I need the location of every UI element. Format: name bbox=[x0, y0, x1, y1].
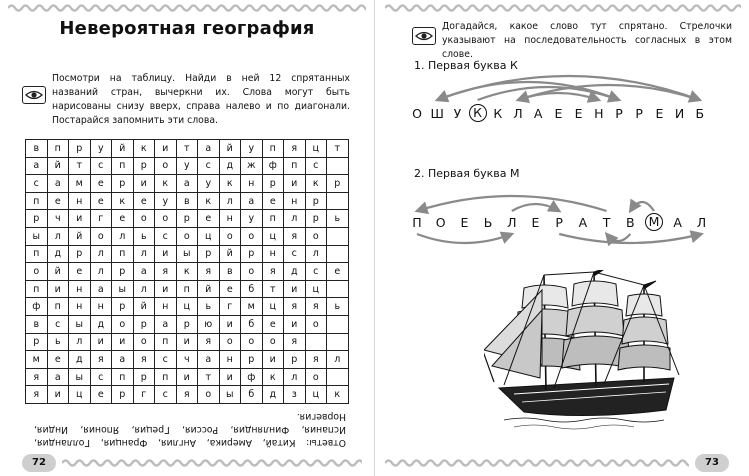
grid-cell[interactable]: д bbox=[47, 245, 69, 263]
grid-cell[interactable]: о bbox=[219, 227, 241, 245]
grid-cell[interactable]: р bbox=[305, 192, 327, 210]
grid-cell[interactable]: и bbox=[262, 351, 284, 369]
grid-row bbox=[26, 192, 349, 210]
grid-cell[interactable] bbox=[327, 227, 349, 245]
grid-cell[interactable]: л bbox=[284, 368, 306, 386]
grid-cell[interactable]: а bbox=[90, 280, 112, 298]
grid-cell[interactable]: у bbox=[241, 140, 263, 158]
grid-cell[interactable]: л bbox=[90, 245, 112, 263]
grid-cell[interactable]: о bbox=[176, 227, 198, 245]
grid-row bbox=[26, 140, 349, 158]
grid-cell[interactable]: ы bbox=[69, 315, 91, 333]
grid-cell[interactable]: я bbox=[305, 298, 327, 316]
word-search-grid[interactable] bbox=[25, 139, 349, 404]
grid-cell[interactable]: о bbox=[262, 333, 284, 351]
grid-cell[interactable]: п bbox=[26, 192, 48, 210]
grid-cell[interactable]: а bbox=[198, 351, 220, 369]
grid-cell[interactable]: с bbox=[90, 368, 112, 386]
grid-cell[interactable]: я bbox=[198, 333, 220, 351]
grid-cell[interactable]: я bbox=[90, 351, 112, 369]
grid-cell[interactable]: о bbox=[133, 210, 155, 228]
grid-cell[interactable]: п bbox=[26, 245, 48, 263]
decorative-border-bottom-left bbox=[62, 458, 362, 468]
grid-cell[interactable]: у bbox=[90, 140, 112, 158]
puzzle-letter: И bbox=[674, 106, 685, 121]
puzzle-instruction: Догадайся, какое слово тут спрятано. Стрелочки указывают на последовательность согласных в этом слове. bbox=[442, 21, 732, 60]
grid-cell[interactable]: р bbox=[327, 175, 349, 193]
grid-cell[interactable]: к bbox=[176, 263, 198, 281]
grid-cell[interactable]: б bbox=[241, 280, 263, 298]
grid-cell[interactable]: л bbox=[47, 227, 69, 245]
grid-cell[interactable]: у bbox=[176, 157, 198, 175]
circled-letter: М bbox=[645, 213, 663, 231]
eye-icon bbox=[22, 86, 46, 104]
grid-cell[interactable]: р bbox=[69, 245, 91, 263]
grid-cell[interactable]: ы bbox=[26, 227, 48, 245]
grid-cell[interactable]: с bbox=[305, 263, 327, 281]
grid-row bbox=[26, 175, 349, 193]
grid-cell[interactable]: л bbox=[69, 333, 91, 351]
grid-cell[interactable]: р bbox=[112, 386, 134, 404]
grid-instruction: Посмотри на таблицу. Найди в ней 12 спрятанных названий стран, вычеркни их. Слова могут быть нарисованы снизу вверх, справа налево и по диагонали. Постарайся запомнить эти слова. bbox=[52, 73, 350, 126]
circled-letter: К bbox=[469, 104, 487, 122]
grid-cell[interactable]: н bbox=[69, 280, 91, 298]
grid-cell[interactable]: с bbox=[305, 157, 327, 175]
grid-cell[interactable]: г bbox=[133, 386, 155, 404]
grid-cell[interactable]: я bbox=[284, 140, 306, 158]
puzzle-letter: Р bbox=[635, 106, 643, 121]
grid-cell[interactable]: п bbox=[262, 140, 284, 158]
grid-cell[interactable]: ц bbox=[305, 386, 327, 404]
grid-cell[interactable]: и bbox=[176, 333, 198, 351]
puzzle-letter: О bbox=[412, 106, 422, 121]
grid-cell[interactable]: п bbox=[155, 333, 177, 351]
grid-cell[interactable]: с bbox=[155, 386, 177, 404]
grid-row bbox=[26, 298, 349, 316]
grid-cell[interactable]: р bbox=[198, 245, 220, 263]
grid-cell[interactable]: и bbox=[284, 175, 306, 193]
grid-cell[interactable]: д bbox=[219, 157, 241, 175]
grid-cell[interactable]: ь bbox=[47, 333, 69, 351]
grid-cell[interactable]: и bbox=[284, 280, 306, 298]
grid-cell[interactable]: н bbox=[90, 298, 112, 316]
grid-cell[interactable]: и bbox=[112, 333, 134, 351]
grid-cell[interactable]: й bbox=[219, 245, 241, 263]
grid-cell[interactable]: п bbox=[47, 140, 69, 158]
grid-cell[interactable]: н bbox=[262, 245, 284, 263]
grid-cell[interactable]: н bbox=[241, 175, 263, 193]
grid-cell[interactable]: а bbox=[47, 175, 69, 193]
puzzle-letter: Р bbox=[615, 106, 623, 121]
grid-cell[interactable]: я bbox=[26, 386, 48, 404]
puzzle-letter: Л bbox=[507, 215, 517, 230]
grid-cell[interactable]: ч bbox=[176, 351, 198, 369]
grid-cell[interactable]: с bbox=[26, 175, 48, 193]
grid-cell[interactable]: г bbox=[219, 298, 241, 316]
grid-cell[interactable]: е bbox=[90, 192, 112, 210]
grid-cell[interactable]: н bbox=[219, 210, 241, 228]
grid-cell[interactable]: л bbox=[327, 351, 349, 369]
grid-cell[interactable]: е bbox=[133, 192, 155, 210]
grid-cell[interactable]: я bbox=[133, 351, 155, 369]
grid-cell[interactable]: м bbox=[69, 175, 91, 193]
grid-cell[interactable]: я bbox=[284, 298, 306, 316]
grid-cell[interactable]: й bbox=[47, 157, 69, 175]
grid-cell[interactable]: р bbox=[133, 315, 155, 333]
grid-cell[interactable]: т bbox=[327, 140, 349, 158]
grid-cell[interactable]: р bbox=[26, 210, 48, 228]
grid-cell[interactable]: в bbox=[26, 315, 48, 333]
grid-cell[interactable]: п bbox=[26, 280, 48, 298]
grid-cell[interactable]: с bbox=[198, 157, 220, 175]
grid-cell[interactable]: м bbox=[241, 298, 263, 316]
grid-cell[interactable]: ы bbox=[112, 280, 134, 298]
grid-cell[interactable]: в bbox=[26, 140, 48, 158]
puzzle-letter: Е bbox=[531, 215, 540, 230]
grid-cell[interactable]: п bbox=[112, 368, 134, 386]
grid-cell[interactable]: а bbox=[176, 175, 198, 193]
puzzle-letter: У bbox=[453, 106, 462, 121]
grid-cell[interactable]: р bbox=[305, 210, 327, 228]
grid-cell[interactable]: д bbox=[262, 386, 284, 404]
grid-cell[interactable] bbox=[327, 245, 349, 263]
grid-cell[interactable]: а bbox=[26, 157, 48, 175]
grid-cell[interactable]: г bbox=[90, 210, 112, 228]
grid-cell[interactable]: е bbox=[262, 315, 284, 333]
grid-cell[interactable]: а bbox=[112, 351, 134, 369]
grid-cell[interactable]: л bbox=[90, 263, 112, 281]
grid-cell[interactable]: о bbox=[305, 315, 327, 333]
puzzle-letter: Т bbox=[602, 215, 611, 230]
grid-row bbox=[26, 280, 349, 298]
grid-cell[interactable]: й bbox=[112, 140, 134, 158]
grid-cell[interactable]: ц bbox=[176, 298, 198, 316]
grid-cell[interactable]: п bbox=[284, 157, 306, 175]
grid-cell[interactable]: я bbox=[305, 351, 327, 369]
grid-cell[interactable]: о bbox=[198, 386, 220, 404]
grid-cell[interactable]: к bbox=[112, 192, 134, 210]
grid-cell[interactable]: о bbox=[90, 227, 112, 245]
grid-row bbox=[26, 351, 349, 369]
sailing-ship-illustration bbox=[484, 270, 694, 440]
grid-cell[interactable]: о bbox=[241, 227, 263, 245]
grid-cell[interactable]: ц bbox=[198, 227, 220, 245]
grid-cell[interactable]: ь bbox=[198, 298, 220, 316]
grid-cell[interactable]: р bbox=[133, 157, 155, 175]
grid-cell[interactable]: б bbox=[241, 386, 263, 404]
grid-cell[interactable]: и bbox=[133, 175, 155, 193]
grid-cell[interactable]: е bbox=[90, 175, 112, 193]
grid-cell[interactable]: с bbox=[90, 157, 112, 175]
grid-cell[interactable]: к bbox=[219, 175, 241, 193]
page-title: Невероятная география bbox=[59, 18, 315, 39]
grid-cell[interactable]: н bbox=[69, 298, 91, 316]
grid-cell[interactable]: о bbox=[219, 333, 241, 351]
grid-cell[interactable] bbox=[327, 315, 349, 333]
grid-cell[interactable]: с bbox=[47, 315, 69, 333]
grid-cell[interactable]: о bbox=[112, 315, 134, 333]
grid-cell[interactable]: к bbox=[305, 175, 327, 193]
puzzle-letter: А bbox=[673, 215, 682, 230]
puzzle-letter: Е bbox=[460, 215, 469, 230]
grid-cell[interactable]: о bbox=[155, 210, 177, 228]
grid-cell[interactable]: ы bbox=[69, 368, 91, 386]
grid-cell[interactable]: м bbox=[26, 351, 48, 369]
grid-cell[interactable]: ц bbox=[69, 386, 91, 404]
page-number: 73 bbox=[695, 454, 729, 472]
grid-cell[interactable]: и bbox=[47, 280, 69, 298]
grid-row bbox=[26, 368, 349, 386]
grid-cell[interactable]: й bbox=[219, 140, 241, 158]
decorative-border-top-left bbox=[8, 3, 366, 13]
puzzle-letter: Н bbox=[594, 106, 604, 121]
grid-cell[interactable] bbox=[305, 333, 327, 351]
grid-cell[interactable]: р bbox=[241, 351, 263, 369]
grid-cell[interactable]: р bbox=[176, 210, 198, 228]
grid-cell[interactable]: о bbox=[133, 333, 155, 351]
grid-cell[interactable]: й bbox=[47, 263, 69, 281]
grid-cell[interactable]: ф bbox=[26, 298, 48, 316]
grid-cell[interactable]: р bbox=[262, 175, 284, 193]
grid-cell[interactable]: т bbox=[262, 280, 284, 298]
puzzle1-heading: 1. Первая буква К bbox=[414, 59, 518, 72]
grid-cell[interactable]: т bbox=[176, 140, 198, 158]
grid-cell[interactable] bbox=[327, 333, 349, 351]
grid-cell[interactable]: к bbox=[198, 192, 220, 210]
puzzle-letter: О bbox=[435, 215, 446, 230]
grid-cell[interactable]: л bbox=[305, 245, 327, 263]
grid-cell[interactable]: и bbox=[176, 368, 198, 386]
grid-cell[interactable]: ы bbox=[219, 386, 241, 404]
grid-cell[interactable]: и bbox=[155, 280, 177, 298]
grid-cell[interactable]: р bbox=[112, 175, 134, 193]
puzzle-letter: А bbox=[533, 106, 543, 121]
grid-cell[interactable]: п bbox=[176, 280, 198, 298]
puzzle-letter: Л bbox=[513, 106, 523, 121]
grid-cell[interactable]: р bbox=[112, 263, 134, 281]
grid-cell[interactable]: я bbox=[284, 333, 306, 351]
grid-cell[interactable]: ц bbox=[305, 140, 327, 158]
grid-cell[interactable]: у bbox=[241, 210, 263, 228]
grid-cell[interactable]: л bbox=[112, 227, 134, 245]
grid-cell[interactable]: о bbox=[241, 333, 263, 351]
grid-cell[interactable]: а bbox=[155, 315, 177, 333]
puzzle-letter: Ь bbox=[483, 215, 493, 230]
grid-cell[interactable]: а bbox=[198, 140, 220, 158]
grid-cell[interactable]: п bbox=[155, 368, 177, 386]
grid-cell[interactable]: д bbox=[90, 315, 112, 333]
grid-cell[interactable]: т bbox=[198, 368, 220, 386]
grid-cell[interactable]: ц bbox=[262, 298, 284, 316]
grid-row bbox=[26, 227, 349, 245]
decorative-border-bottom-right bbox=[385, 458, 689, 468]
grid-cell[interactable]: ф bbox=[262, 157, 284, 175]
grid-cell[interactable]: ч bbox=[47, 210, 69, 228]
grid-cell[interactable]: ь bbox=[327, 210, 349, 228]
grid-cell[interactable]: я bbox=[155, 263, 177, 281]
grid-row bbox=[26, 315, 349, 333]
grid-cell[interactable]: а bbox=[47, 368, 69, 386]
grid-cell[interactable]: ц bbox=[262, 227, 284, 245]
grid-cell[interactable]: ь bbox=[327, 298, 349, 316]
grid-cell[interactable]: в bbox=[176, 192, 198, 210]
grid-cell[interactable]: к bbox=[262, 368, 284, 386]
grid-row bbox=[26, 245, 349, 263]
grid-cell[interactable]: п bbox=[47, 298, 69, 316]
grid-cell[interactable]: н bbox=[155, 298, 177, 316]
grid-cell[interactable]: п bbox=[112, 245, 134, 263]
grid-cell[interactable]: й bbox=[198, 280, 220, 298]
grid-cell[interactable]: р bbox=[241, 245, 263, 263]
grid-cell[interactable]: п bbox=[262, 210, 284, 228]
puzzle-letter: Л bbox=[696, 215, 707, 230]
grid-cell[interactable]: б bbox=[241, 315, 263, 333]
grid-row bbox=[26, 210, 349, 228]
grid-cell[interactable]: я bbox=[26, 368, 48, 386]
grid-cell[interactable]: т bbox=[69, 157, 91, 175]
grid-cell[interactable]: ы bbox=[176, 245, 198, 263]
grid-cell[interactable]: р bbox=[26, 333, 48, 351]
grid-cell[interactable]: н bbox=[219, 351, 241, 369]
puzzle-letter: К bbox=[493, 106, 503, 121]
page-number: 72 bbox=[22, 454, 56, 472]
grid-cell[interactable]: е bbox=[219, 280, 241, 298]
grid-row bbox=[26, 386, 349, 404]
grid-cell[interactable] bbox=[327, 280, 349, 298]
grid-cell[interactable]: ц bbox=[305, 280, 327, 298]
grid-cell[interactable]: ю bbox=[198, 315, 220, 333]
grid-cell[interactable]: я bbox=[262, 263, 284, 281]
grid-cell[interactable]: р bbox=[69, 140, 91, 158]
grid-cell[interactable]: н bbox=[69, 192, 91, 210]
grid-cell[interactable]: к bbox=[155, 175, 177, 193]
grid-cell[interactable]: у bbox=[155, 192, 177, 210]
grid-cell[interactable]: и bbox=[219, 315, 241, 333]
grid-cell[interactable]: е bbox=[327, 263, 349, 281]
grid-cell[interactable]: с bbox=[155, 227, 177, 245]
grid-cell[interactable]: о bbox=[241, 263, 263, 281]
puzzle-letter: Е bbox=[554, 106, 563, 121]
grid-cell[interactable]: л bbox=[133, 280, 155, 298]
grid-cell[interactable]: а bbox=[241, 192, 263, 210]
grid-cell[interactable]: п bbox=[112, 157, 134, 175]
grid-cell[interactable]: е bbox=[47, 351, 69, 369]
grid-cell[interactable]: к bbox=[327, 386, 349, 404]
grid-cell[interactable]: е bbox=[90, 386, 112, 404]
grid-cell[interactable]: о bbox=[305, 368, 327, 386]
grid-cell[interactable]: л bbox=[284, 210, 306, 228]
grid-cell[interactable]: р bbox=[284, 351, 306, 369]
grid-cell[interactable]: л bbox=[219, 192, 241, 210]
puzzle-letter: Р bbox=[555, 215, 563, 230]
grid-row bbox=[26, 333, 349, 351]
puzzle-letter: Е bbox=[574, 106, 583, 121]
grid-cell[interactable]: о bbox=[305, 227, 327, 245]
grid-cell[interactable]: в bbox=[219, 263, 241, 281]
puzzle-letter: А bbox=[578, 215, 588, 230]
grid-cell[interactable]: у bbox=[198, 175, 220, 193]
puzzle-letter: В bbox=[626, 215, 635, 230]
grid-cell[interactable] bbox=[327, 157, 349, 175]
grid-cell[interactable]: с bbox=[284, 245, 306, 263]
left-page bbox=[0, 0, 374, 476]
grid-cell[interactable]: и bbox=[69, 210, 91, 228]
grid-cell[interactable]: н bbox=[284, 192, 306, 210]
grid-cell[interactable]: е bbox=[47, 192, 69, 210]
answers-text: Ответы: Китай, Америка, Англия, Франция, Голландия, Испания, Финляндия, Россия, Греция, Япония, Индия, Норвегия. bbox=[34, 411, 346, 448]
grid-cell[interactable]: а bbox=[133, 263, 155, 281]
grid-cell[interactable]: и bbox=[90, 333, 112, 351]
grid-cell[interactable]: д bbox=[284, 263, 306, 281]
grid-cell[interactable]: и bbox=[155, 140, 177, 158]
grid-cell[interactable]: я bbox=[176, 386, 198, 404]
grid-cell[interactable]: о bbox=[26, 263, 48, 281]
grid-cell[interactable] bbox=[327, 192, 349, 210]
grid-row bbox=[26, 157, 349, 175]
grid-cell[interactable]: е bbox=[112, 210, 134, 228]
grid-cell[interactable]: о bbox=[155, 157, 177, 175]
grid-cell[interactable]: р bbox=[112, 298, 134, 316]
grid-cell[interactable]: е bbox=[198, 210, 220, 228]
puzzle-letter: Ш bbox=[430, 106, 444, 121]
grid-cell[interactable]: д bbox=[69, 351, 91, 369]
grid-row bbox=[26, 263, 349, 281]
grid-cell[interactable]: ф bbox=[241, 368, 263, 386]
grid-cell[interactable]: е bbox=[262, 192, 284, 210]
puzzle-letter: П bbox=[412, 215, 422, 230]
grid-cell[interactable]: я bbox=[198, 263, 220, 281]
grid-cell[interactable]: й bbox=[133, 298, 155, 316]
grid-cell[interactable]: и bbox=[284, 315, 306, 333]
grid-cell[interactable]: и bbox=[47, 386, 69, 404]
grid-cell[interactable]: и bbox=[155, 245, 177, 263]
grid-cell[interactable] bbox=[327, 368, 349, 386]
grid-cell[interactable]: л bbox=[133, 245, 155, 263]
grid-cell[interactable]: я bbox=[284, 227, 306, 245]
grid-cell[interactable]: и bbox=[219, 368, 241, 386]
grid-cell[interactable]: р bbox=[133, 368, 155, 386]
grid-cell[interactable]: с bbox=[155, 351, 177, 369]
grid-cell[interactable]: ь bbox=[133, 227, 155, 245]
grid-cell[interactable]: ж bbox=[241, 157, 263, 175]
grid-cell[interactable]: е bbox=[69, 263, 91, 281]
puzzle-letter: Е bbox=[655, 106, 664, 121]
grid-cell[interactable]: й bbox=[69, 227, 91, 245]
puzzle-letter: Б bbox=[695, 106, 705, 121]
grid-cell[interactable]: з bbox=[284, 386, 306, 404]
grid-cell[interactable]: р bbox=[176, 315, 198, 333]
grid-cell[interactable]: к bbox=[133, 140, 155, 158]
puzzle2-heading: 2. Первая буква М bbox=[414, 167, 520, 180]
